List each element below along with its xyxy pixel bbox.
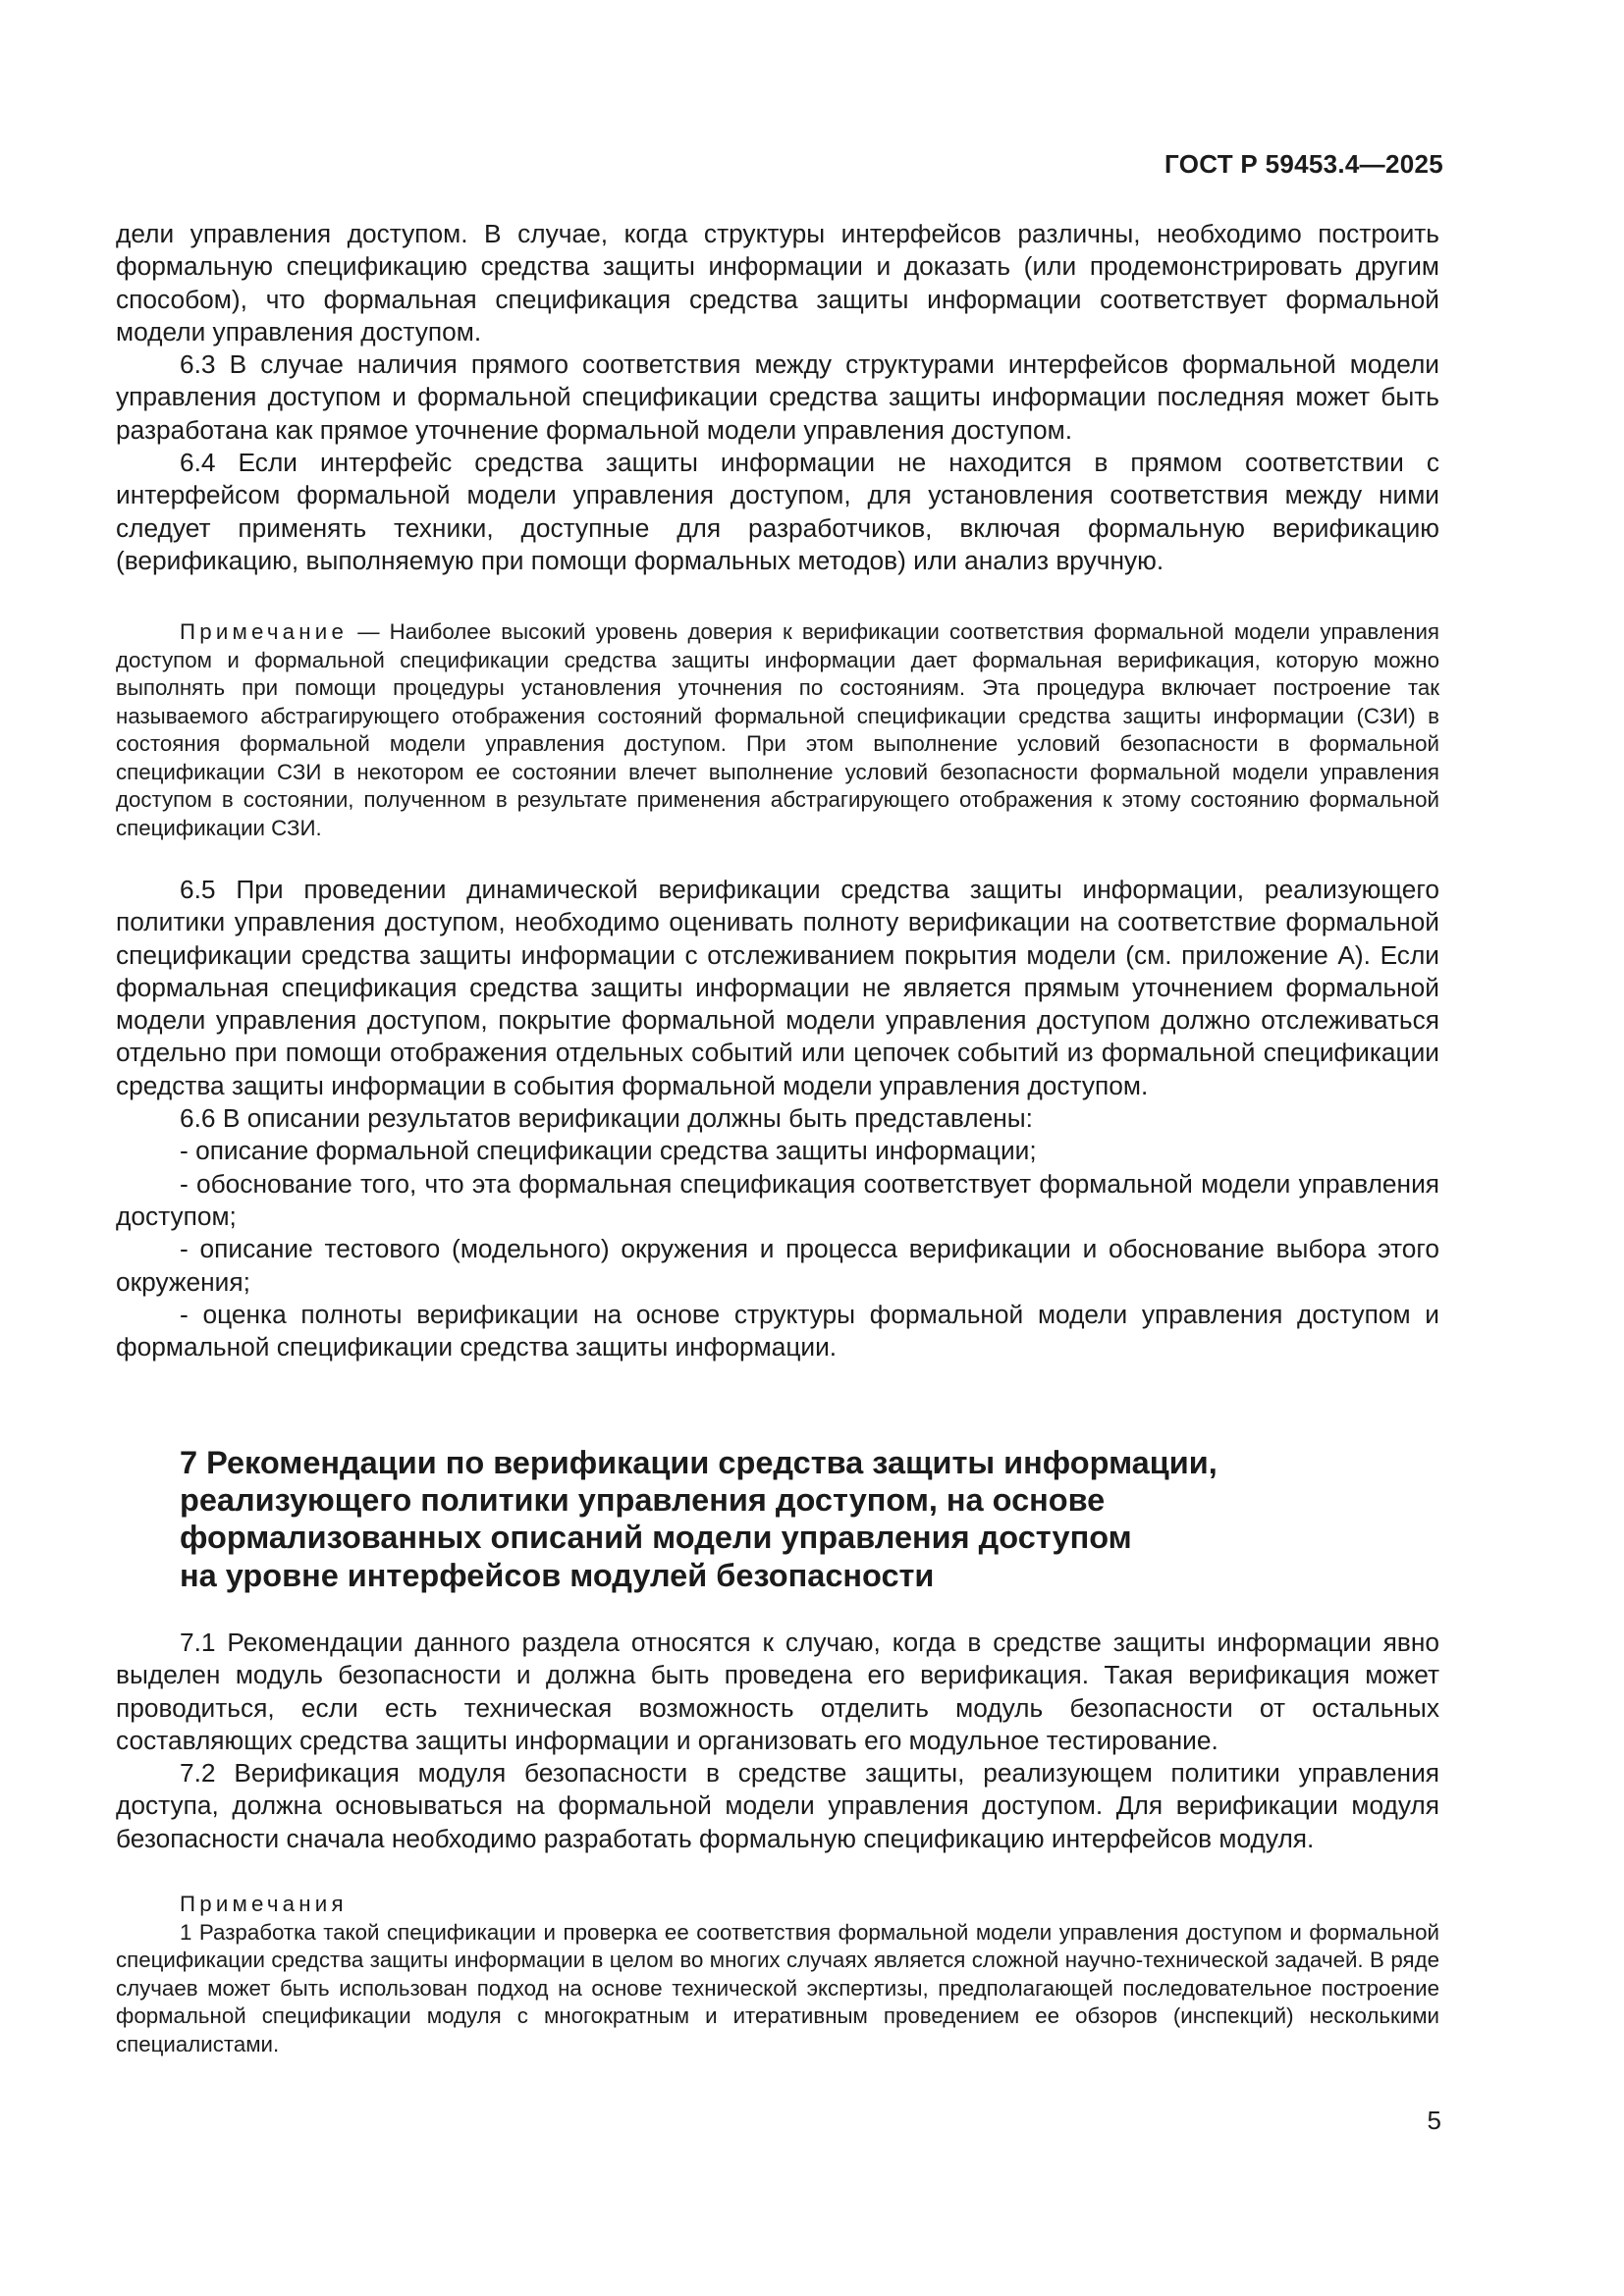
note-item-1: 1 Разработка такой спецификации и проверка ее соответствия формальной модели управления доступом и формальной спецификации средства защиты информации в целом во многих случаях является сложной научно-технической задачей. В ряде случаев может быть использован подход на основе технической экспертизы, предполагающей последовательное построение формальной спецификации модуля с многократным и итеративным проведением ее обзоров (инспекций) несколькими специалистами.	[116, 1919, 1439, 2056]
section-7-body	[116, 1627, 1439, 1855]
note-paragraph	[116, 618, 1439, 842]
section-7-heading	[180, 1444, 1358, 1594]
page-number: 5	[1427, 2106, 1441, 2135]
paragraph-7-2: 7.2 Верификация модуля безопасности в средстве защиты, реализующем политики управления доступа, должна основываться на формальной модели управления доступом. Для верификации модуля безопасности сначала необходимо разработать формальную спецификацию интерфейсов модуля.	[116, 1758, 1439, 1853]
paragraph-6-3: 6.3 В случае наличия прямого соответствия между структурами интерфейсов формальной модели управления доступом и формальной спецификации средства защиты информации последняя может быть разработана как прямое уточнение формальной модели управления доступом.	[116, 349, 1439, 445]
list-item: - оценка полноты верификации на основе структуры формальной модели управления доступом и формальной спецификации средства защиты информации.	[116, 1299, 1439, 1362]
note-block	[116, 618, 1439, 842]
heading-line: реализующего политики управления доступом, на основе	[180, 1482, 1106, 1519]
paragraph-continuation: дели управления доступом. В случае, когда структуры интерфейсов различны, необходимо построить формальную спецификацию средства защиты информации и доказать (или продемонстрировать другим способом), что формальная спецификация средства защиты информации соответствует формальной модели управления доступом.	[116, 219, 1439, 347]
section-6-continuation	[116, 218, 1439, 577]
paragraph-6-5: 6.5 При проведении динамической верификации средства защиты информации, реализующего политики управления доступом, необходимо оценивать полноту верификации на соответствие формальной спецификации средства защиты информации с отслеживанием покрытия модели (см. приложение А). Если формальная спецификация средства защиты информации не является прямым уточнением формальной модели управления доступом, покрытие формальной модели управления доступом должно отслеживаться отдельно при помощи отображения отдельных событий или цепочек событий из формальной спецификации средства защиты информации в события формальной модели управления доступом.	[116, 875, 1439, 1100]
heading-line: на уровне интерфейсов модулей безопасности	[180, 1557, 935, 1593]
heading-line: 7 Рекомендации по верификации средства защиты информации,	[180, 1445, 1218, 1480]
standard-header: ГОСТ Р 59453.4—2025	[1164, 149, 1443, 179]
note-text: — Наиболее высокий уровень доверия к верификации соответствия формальной модели управления доступом и формальной спецификации средства защиты информации дает формальная верификация, которую можно выполнять при помощи процедуры установления уточнения по состояниям. Эта процедура включает построение так называемого абстрагирующего отображения состояний формальной спецификации средства защиты информации (СЗИ) в состояния формальной модели управления доступом. При этом выполнение условий безопасности в формальной спецификации СЗИ в некотором ее состоянии влечет выполнение условий безопасности формальной модели управления доступом в состоянии, полученном в результате применения абстрагирующего отображения к этому состоянию формальной спецификации СЗИ.	[116, 619, 1439, 840]
list-item: - обоснование того, что эта формальная спецификация соответствует формальной модели управления доступом;	[116, 1168, 1439, 1231]
heading-line: формализованных описаний модели управления доступом	[180, 1520, 1132, 1556]
paragraph-7-1: 7.1 Рекомендации данного раздела относятся к случаю, когда в средстве защиты информации явно выделен модуль безопасности и должна быть проведена его верификация. Такая верификация может проводиться, если есть техническая возможность отделить модуль безопасности от остальных составляющих средства защиты информации и организовать его модульное тестирование.	[116, 1628, 1439, 1755]
notes-block	[116, 1891, 1439, 2058]
note-label: Примечание	[180, 619, 349, 644]
list-item: - описание формальной спецификации средства защиты информации;	[180, 1136, 1037, 1166]
notes-label: Примечания	[180, 1892, 348, 1916]
paragraph-6-6: 6.6 В описании результатов верификации должны быть представлены:	[180, 1103, 1033, 1134]
notes-label-line	[116, 1891, 1439, 1919]
list-item: - описание тестового (модельного) окружения и процесса верификации и обоснование выбора этого окружения;	[116, 1234, 1439, 1297]
paragraph-6-4: 6.4 Если интерфейс средства защиты информации не находится в прямом соответствии с интерфейсом формальной модели управления доступом, для установления соответствия между ними следует применять техники, доступные для разработчиков, включая формальную верификацию (верификацию, выполняемую при помощи формальных методов) или анализ вручную.	[116, 448, 1439, 575]
section-6-items	[116, 874, 1439, 1363]
